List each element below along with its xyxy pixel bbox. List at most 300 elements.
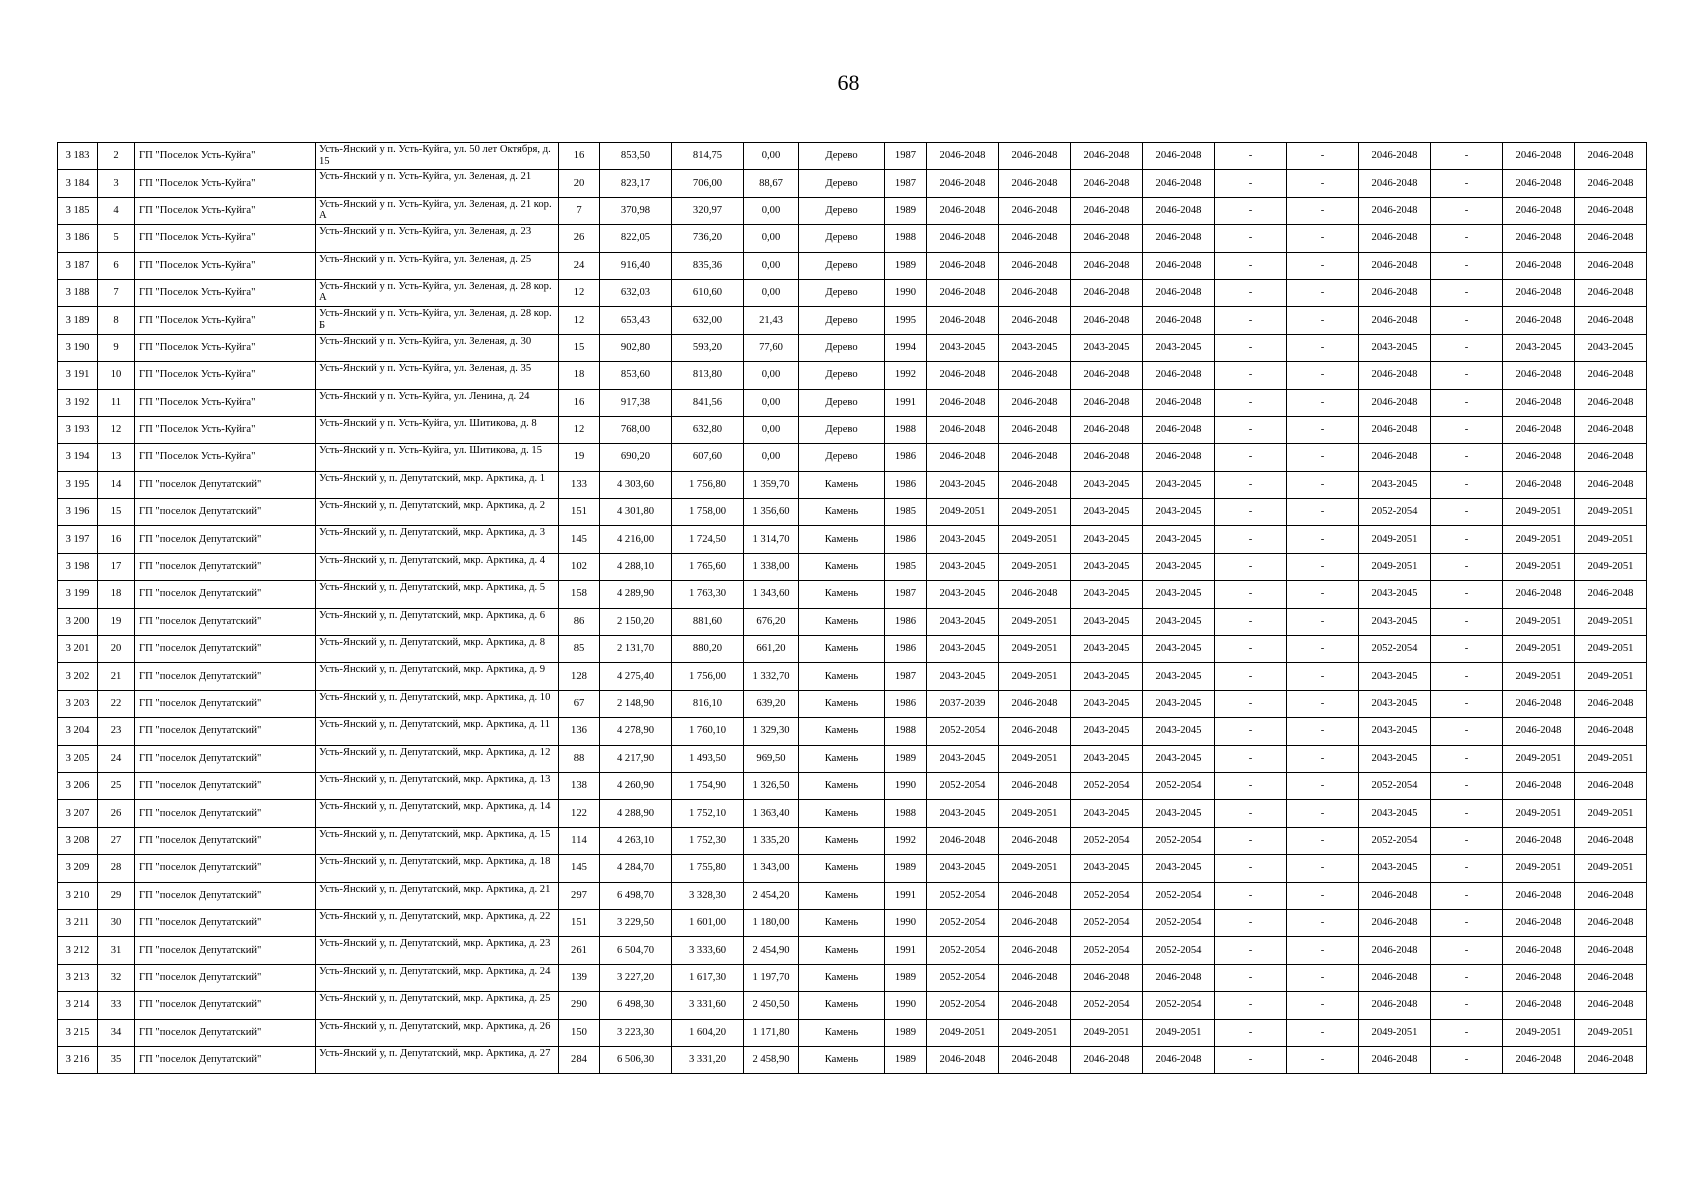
repair-period-5-cell: - bbox=[1215, 170, 1287, 197]
repair-period-7-cell: 2043-2045 bbox=[1359, 745, 1431, 772]
repair-period-10-cell: 2046-2048 bbox=[1575, 279, 1647, 306]
repair-period-3-cell: 2052-2054 bbox=[1071, 882, 1143, 909]
item-number-cell: 30 bbox=[98, 909, 135, 936]
wall-material-cell: Дерево bbox=[799, 143, 885, 170]
repair-period-8-cell: - bbox=[1431, 307, 1503, 334]
repair-period-10-cell: 2046-2048 bbox=[1575, 225, 1647, 252]
living-area-cell: 632,00 bbox=[672, 307, 744, 334]
repair-period-9-cell: 2046-2048 bbox=[1503, 170, 1575, 197]
repair-period-9-cell: 2046-2048 bbox=[1503, 279, 1575, 306]
table-row bbox=[58, 279, 1647, 306]
item-number-cell: 27 bbox=[98, 827, 135, 854]
residents-cell: 85 bbox=[559, 636, 600, 663]
residents-cell: 26 bbox=[559, 225, 600, 252]
table-row bbox=[58, 197, 1647, 224]
row-id-cell: 3 205 bbox=[58, 745, 98, 772]
non-residential-area-cell: 1 343,60 bbox=[744, 581, 799, 608]
row-id-cell: 3 189 bbox=[58, 307, 98, 334]
repair-period-8-cell: - bbox=[1431, 964, 1503, 991]
year-built-cell: 1989 bbox=[885, 964, 927, 991]
repair-period-8-cell: - bbox=[1431, 718, 1503, 745]
living-area-cell: 706,00 bbox=[672, 170, 744, 197]
repair-period-1-cell: 2046-2048 bbox=[927, 362, 999, 389]
repair-period-6-cell: - bbox=[1287, 444, 1359, 471]
total-area-cell: 690,20 bbox=[600, 444, 672, 471]
wall-material-cell: Камень bbox=[799, 581, 885, 608]
year-built-cell: 1989 bbox=[885, 1046, 927, 1073]
total-area-cell: 822,05 bbox=[600, 225, 672, 252]
repair-period-7-cell: 2043-2045 bbox=[1359, 608, 1431, 635]
item-number-cell: 32 bbox=[98, 964, 135, 991]
repair-period-9-cell: 2046-2048 bbox=[1503, 1046, 1575, 1073]
repair-period-10-cell: 2046-2048 bbox=[1575, 252, 1647, 279]
table-body bbox=[58, 143, 1647, 1074]
wall-material-cell: Дерево bbox=[799, 416, 885, 443]
repair-period-3-cell: 2052-2054 bbox=[1071, 827, 1143, 854]
settlement-cell: ГП "поселок Депутатский" bbox=[135, 553, 316, 580]
repair-period-6-cell: - bbox=[1287, 197, 1359, 224]
item-number-cell: 8 bbox=[98, 307, 135, 334]
settlement-cell: ГП "поселок Депутатский" bbox=[135, 992, 316, 1019]
repair-period-1-cell: 2043-2045 bbox=[927, 471, 999, 498]
non-residential-area-cell: 1 356,60 bbox=[744, 499, 799, 526]
repair-period-9-cell: 2049-2051 bbox=[1503, 636, 1575, 663]
repair-period-8-cell: - bbox=[1431, 170, 1503, 197]
total-area-cell: 3 223,30 bbox=[600, 1019, 672, 1046]
repair-period-1-cell: 2046-2048 bbox=[927, 143, 999, 170]
repair-period-3-cell: 2052-2054 bbox=[1071, 937, 1143, 964]
item-number-cell: 4 bbox=[98, 197, 135, 224]
repair-period-2-cell: 2049-2051 bbox=[999, 608, 1071, 635]
repair-period-2-cell: 2046-2048 bbox=[999, 772, 1071, 799]
repair-period-1-cell: 2043-2045 bbox=[927, 663, 999, 690]
repair-period-7-cell: 2043-2045 bbox=[1359, 581, 1431, 608]
repair-period-10-cell: 2049-2051 bbox=[1575, 636, 1647, 663]
repair-period-2-cell: 2046-2048 bbox=[999, 389, 1071, 416]
wall-material-cell: Камень bbox=[799, 937, 885, 964]
repair-period-8-cell: - bbox=[1431, 553, 1503, 580]
row-id-cell: 3 185 bbox=[58, 197, 98, 224]
repair-period-7-cell: 2049-2051 bbox=[1359, 526, 1431, 553]
repair-period-5-cell: - bbox=[1215, 143, 1287, 170]
repair-period-6-cell: - bbox=[1287, 471, 1359, 498]
repair-period-6-cell: - bbox=[1287, 553, 1359, 580]
non-residential-area-cell: 1 332,70 bbox=[744, 663, 799, 690]
repair-period-6-cell: - bbox=[1287, 636, 1359, 663]
repair-period-3-cell: 2043-2045 bbox=[1071, 553, 1143, 580]
residents-cell: 158 bbox=[559, 581, 600, 608]
repair-period-8-cell: - bbox=[1431, 855, 1503, 882]
item-number-cell: 15 bbox=[98, 499, 135, 526]
repair-period-5-cell: - bbox=[1215, 964, 1287, 991]
year-built-cell: 1992 bbox=[885, 362, 927, 389]
item-number-cell: 5 bbox=[98, 225, 135, 252]
repair-period-5-cell: - bbox=[1215, 882, 1287, 909]
wall-material-cell: Камень bbox=[799, 718, 885, 745]
total-area-cell: 853,50 bbox=[600, 143, 672, 170]
item-number-cell: 35 bbox=[98, 1046, 135, 1073]
repair-period-10-cell: 2046-2048 bbox=[1575, 389, 1647, 416]
repair-period-10-cell: 2046-2048 bbox=[1575, 307, 1647, 334]
repair-period-2-cell: 2046-2048 bbox=[999, 197, 1071, 224]
repair-period-9-cell: 2046-2048 bbox=[1503, 143, 1575, 170]
residents-cell: 122 bbox=[559, 800, 600, 827]
repair-period-4-cell: 2043-2045 bbox=[1143, 663, 1215, 690]
repair-period-5-cell: - bbox=[1215, 307, 1287, 334]
repair-period-9-cell: 2046-2048 bbox=[1503, 471, 1575, 498]
settlement-cell: ГП "поселок Депутатский" bbox=[135, 800, 316, 827]
repair-period-7-cell: 2046-2048 bbox=[1359, 909, 1431, 936]
year-built-cell: 1991 bbox=[885, 882, 927, 909]
repair-period-10-cell: 2049-2051 bbox=[1575, 855, 1647, 882]
address-cell: Усть-Янский у, п. Депутатский, мкр. Арктика, д. 25 bbox=[316, 992, 559, 1019]
settlement-cell: ГП "поселок Депутатский" bbox=[135, 499, 316, 526]
repair-period-4-cell: 2043-2045 bbox=[1143, 553, 1215, 580]
row-id-cell: 3 196 bbox=[58, 499, 98, 526]
living-area-cell: 736,20 bbox=[672, 225, 744, 252]
total-area-cell: 2 131,70 bbox=[600, 636, 672, 663]
address-cell: Усть-Янский у, п. Депутатский, мкр. Арктика, д. 26 bbox=[316, 1019, 559, 1046]
repair-period-2-cell: 2046-2048 bbox=[999, 937, 1071, 964]
row-id-cell: 3 184 bbox=[58, 170, 98, 197]
repair-period-7-cell: 2046-2048 bbox=[1359, 225, 1431, 252]
year-built-cell: 1989 bbox=[885, 197, 927, 224]
repair-period-4-cell: 2046-2048 bbox=[1143, 307, 1215, 334]
table-row bbox=[58, 444, 1647, 471]
address-cell: Усть-Янский у, п. Депутатский, мкр. Арктика, д. 1 bbox=[316, 471, 559, 498]
total-area-cell: 823,17 bbox=[600, 170, 672, 197]
repair-period-3-cell: 2043-2045 bbox=[1071, 471, 1143, 498]
wall-material-cell: Камень bbox=[799, 964, 885, 991]
repair-period-4-cell: 2043-2045 bbox=[1143, 471, 1215, 498]
row-id-cell: 3 206 bbox=[58, 772, 98, 799]
repair-period-2-cell: 2046-2048 bbox=[999, 718, 1071, 745]
repair-period-2-cell: 2046-2048 bbox=[999, 416, 1071, 443]
total-area-cell: 3 227,20 bbox=[600, 964, 672, 991]
repair-period-2-cell: 2046-2048 bbox=[999, 279, 1071, 306]
repair-period-10-cell: 2046-2048 bbox=[1575, 964, 1647, 991]
repair-period-8-cell: - bbox=[1431, 526, 1503, 553]
repair-period-4-cell: 2046-2048 bbox=[1143, 170, 1215, 197]
total-area-cell: 4 301,80 bbox=[600, 499, 672, 526]
repair-period-6-cell: - bbox=[1287, 499, 1359, 526]
wall-material-cell: Камень bbox=[799, 663, 885, 690]
row-id-cell: 3 203 bbox=[58, 690, 98, 717]
repair-period-8-cell: - bbox=[1431, 389, 1503, 416]
repair-period-1-cell: 2043-2045 bbox=[927, 526, 999, 553]
living-area-cell: 841,56 bbox=[672, 389, 744, 416]
total-area-cell: 4 216,00 bbox=[600, 526, 672, 553]
row-id-cell: 3 183 bbox=[58, 143, 98, 170]
year-built-cell: 1986 bbox=[885, 526, 927, 553]
repair-period-4-cell: 2043-2045 bbox=[1143, 745, 1215, 772]
repair-period-10-cell: 2046-2048 bbox=[1575, 992, 1647, 1019]
item-number-cell: 12 bbox=[98, 416, 135, 443]
wall-material-cell: Дерево bbox=[799, 197, 885, 224]
living-area-cell: 593,20 bbox=[672, 334, 744, 361]
table-row bbox=[58, 1019, 1647, 1046]
repair-period-8-cell: - bbox=[1431, 499, 1503, 526]
repair-period-2-cell: 2046-2048 bbox=[999, 143, 1071, 170]
settlement-cell: ГП "Поселок Усть-Куйга" bbox=[135, 416, 316, 443]
living-area-cell: 3 331,20 bbox=[672, 1046, 744, 1073]
wall-material-cell: Камень bbox=[799, 1019, 885, 1046]
address-cell: Усть-Янский у п. Усть-Куйга, ул. Зеленая, д. 35 bbox=[316, 362, 559, 389]
repair-period-1-cell: 2046-2048 bbox=[927, 279, 999, 306]
repair-period-10-cell: 2046-2048 bbox=[1575, 362, 1647, 389]
repair-period-5-cell: - bbox=[1215, 471, 1287, 498]
repair-period-10-cell: 2049-2051 bbox=[1575, 499, 1647, 526]
residents-cell: 290 bbox=[559, 992, 600, 1019]
non-residential-area-cell: 1 335,20 bbox=[744, 827, 799, 854]
residents-cell: 138 bbox=[559, 772, 600, 799]
residents-cell: 16 bbox=[559, 389, 600, 416]
repair-period-8-cell: - bbox=[1431, 252, 1503, 279]
total-area-cell: 917,38 bbox=[600, 389, 672, 416]
repair-period-2-cell: 2049-2051 bbox=[999, 800, 1071, 827]
address-cell: Усть-Янский у, п. Депутатский, мкр. Арктика, д. 27 bbox=[316, 1046, 559, 1073]
item-number-cell: 20 bbox=[98, 636, 135, 663]
year-built-cell: 1989 bbox=[885, 1019, 927, 1046]
settlement-cell: ГП "поселок Депутатский" bbox=[135, 1019, 316, 1046]
address-cell: Усть-Янский у, п. Депутатский, мкр. Арктика, д. 13 bbox=[316, 772, 559, 799]
repair-period-7-cell: 2052-2054 bbox=[1359, 827, 1431, 854]
non-residential-area-cell: 0,00 bbox=[744, 225, 799, 252]
settlement-cell: ГП "Поселок Усть-Куйга" bbox=[135, 225, 316, 252]
year-built-cell: 1988 bbox=[885, 800, 927, 827]
repair-period-3-cell: 2043-2045 bbox=[1071, 855, 1143, 882]
year-built-cell: 1991 bbox=[885, 937, 927, 964]
repair-period-8-cell: - bbox=[1431, 992, 1503, 1019]
residents-cell: 297 bbox=[559, 882, 600, 909]
repair-period-9-cell: 2049-2051 bbox=[1503, 855, 1575, 882]
item-number-cell: 24 bbox=[98, 745, 135, 772]
row-id-cell: 3 186 bbox=[58, 225, 98, 252]
wall-material-cell: Камень bbox=[799, 772, 885, 799]
repair-period-7-cell: 2052-2054 bbox=[1359, 772, 1431, 799]
year-built-cell: 1986 bbox=[885, 636, 927, 663]
year-built-cell: 1987 bbox=[885, 170, 927, 197]
settlement-cell: ГП "Поселок Усть-Куйга" bbox=[135, 252, 316, 279]
total-area-cell: 4 278,90 bbox=[600, 718, 672, 745]
repair-period-1-cell: 2046-2048 bbox=[927, 307, 999, 334]
address-cell: Усть-Янский у, п. Депутатский, мкр. Арктика, д. 15 bbox=[316, 827, 559, 854]
repair-period-2-cell: 2046-2048 bbox=[999, 170, 1071, 197]
residents-cell: 133 bbox=[559, 471, 600, 498]
repair-period-7-cell: 2046-2048 bbox=[1359, 882, 1431, 909]
repair-period-1-cell: 2046-2048 bbox=[927, 444, 999, 471]
table-row bbox=[58, 416, 1647, 443]
non-residential-area-cell: 1 171,80 bbox=[744, 1019, 799, 1046]
row-id-cell: 3 216 bbox=[58, 1046, 98, 1073]
repair-period-1-cell: 2043-2045 bbox=[927, 581, 999, 608]
total-area-cell: 4 263,10 bbox=[600, 827, 672, 854]
settlement-cell: ГП "поселок Депутатский" bbox=[135, 690, 316, 717]
non-residential-area-cell: 0,00 bbox=[744, 444, 799, 471]
repair-period-5-cell: - bbox=[1215, 225, 1287, 252]
table-row bbox=[58, 307, 1647, 334]
non-residential-area-cell: 2 454,20 bbox=[744, 882, 799, 909]
total-area-cell: 6 504,70 bbox=[600, 937, 672, 964]
repair-period-4-cell: 2043-2045 bbox=[1143, 334, 1215, 361]
repair-period-9-cell: 2046-2048 bbox=[1503, 964, 1575, 991]
non-residential-area-cell: 0,00 bbox=[744, 416, 799, 443]
wall-material-cell: Камень bbox=[799, 553, 885, 580]
total-area-cell: 370,98 bbox=[600, 197, 672, 224]
repair-period-2-cell: 2049-2051 bbox=[999, 499, 1071, 526]
repair-period-1-cell: 2046-2048 bbox=[927, 252, 999, 279]
repair-period-8-cell: - bbox=[1431, 279, 1503, 306]
row-id-cell: 3 204 bbox=[58, 718, 98, 745]
repair-period-4-cell: 2046-2048 bbox=[1143, 1046, 1215, 1073]
table-row bbox=[58, 499, 1647, 526]
total-area-cell: 2 150,20 bbox=[600, 608, 672, 635]
repair-period-5-cell: - bbox=[1215, 855, 1287, 882]
year-built-cell: 1988 bbox=[885, 416, 927, 443]
repair-period-6-cell: - bbox=[1287, 608, 1359, 635]
residents-cell: 151 bbox=[559, 909, 600, 936]
item-number-cell: 29 bbox=[98, 882, 135, 909]
year-built-cell: 1988 bbox=[885, 718, 927, 745]
repair-period-7-cell: 2043-2045 bbox=[1359, 718, 1431, 745]
repair-period-6-cell: - bbox=[1287, 170, 1359, 197]
wall-material-cell: Камень bbox=[799, 608, 885, 635]
settlement-cell: ГП "Поселок Усть-Куйга" bbox=[135, 362, 316, 389]
repair-period-10-cell: 2046-2048 bbox=[1575, 772, 1647, 799]
year-built-cell: 1990 bbox=[885, 772, 927, 799]
row-id-cell: 3 212 bbox=[58, 937, 98, 964]
row-id-cell: 3 194 bbox=[58, 444, 98, 471]
living-area-cell: 3 333,60 bbox=[672, 937, 744, 964]
repair-period-4-cell: 2046-2048 bbox=[1143, 143, 1215, 170]
row-id-cell: 3 200 bbox=[58, 608, 98, 635]
living-area-cell: 1 763,30 bbox=[672, 581, 744, 608]
table-row bbox=[58, 252, 1647, 279]
repair-period-1-cell: 2037-2039 bbox=[927, 690, 999, 717]
total-area-cell: 4 288,10 bbox=[600, 553, 672, 580]
repair-period-3-cell: 2043-2045 bbox=[1071, 690, 1143, 717]
residents-cell: 67 bbox=[559, 690, 600, 717]
repair-period-5-cell: - bbox=[1215, 279, 1287, 306]
repair-period-6-cell: - bbox=[1287, 937, 1359, 964]
total-area-cell: 6 506,30 bbox=[600, 1046, 672, 1073]
residents-cell: 12 bbox=[559, 307, 600, 334]
repair-period-8-cell: - bbox=[1431, 827, 1503, 854]
repair-period-9-cell: 2046-2048 bbox=[1503, 362, 1575, 389]
repair-period-8-cell: - bbox=[1431, 197, 1503, 224]
address-cell: Усть-Янский у п. Усть-Куйга, ул. Зеленая, д. 30 bbox=[316, 334, 559, 361]
year-built-cell: 1986 bbox=[885, 444, 927, 471]
repair-period-9-cell: 2046-2048 bbox=[1503, 416, 1575, 443]
repair-period-10-cell: 2049-2051 bbox=[1575, 1019, 1647, 1046]
repair-period-6-cell: - bbox=[1287, 718, 1359, 745]
non-residential-area-cell: 0,00 bbox=[744, 197, 799, 224]
repair-period-4-cell: 2043-2045 bbox=[1143, 690, 1215, 717]
address-cell: Усть-Янский у п. Усть-Куйга, ул. Зеленая, д. 28 кор. А bbox=[316, 279, 559, 306]
repair-period-3-cell: 2046-2048 bbox=[1071, 444, 1143, 471]
address-cell: Усть-Янский у, п. Депутатский, мкр. Арктика, д. 10 bbox=[316, 690, 559, 717]
settlement-cell: ГП "поселок Депутатский" bbox=[135, 526, 316, 553]
row-id-cell: 3 190 bbox=[58, 334, 98, 361]
repair-period-5-cell: - bbox=[1215, 252, 1287, 279]
repair-period-7-cell: 2046-2048 bbox=[1359, 170, 1431, 197]
repair-period-9-cell: 2046-2048 bbox=[1503, 581, 1575, 608]
repair-period-9-cell: 2046-2048 bbox=[1503, 992, 1575, 1019]
non-residential-area-cell: 0,00 bbox=[744, 279, 799, 306]
repair-period-1-cell: 2043-2045 bbox=[927, 608, 999, 635]
repair-period-6-cell: - bbox=[1287, 827, 1359, 854]
table-row bbox=[58, 636, 1647, 663]
non-residential-area-cell: 1 343,00 bbox=[744, 855, 799, 882]
repair-period-8-cell: - bbox=[1431, 471, 1503, 498]
non-residential-area-cell: 1 329,30 bbox=[744, 718, 799, 745]
repair-period-9-cell: 2046-2048 bbox=[1503, 444, 1575, 471]
wall-material-cell: Камень bbox=[799, 745, 885, 772]
repair-period-5-cell: - bbox=[1215, 663, 1287, 690]
table-row bbox=[58, 334, 1647, 361]
row-id-cell: 3 195 bbox=[58, 471, 98, 498]
repair-period-10-cell: 2046-2048 bbox=[1575, 882, 1647, 909]
living-area-cell: 610,60 bbox=[672, 279, 744, 306]
repair-period-4-cell: 2043-2045 bbox=[1143, 800, 1215, 827]
non-residential-area-cell: 2 458,90 bbox=[744, 1046, 799, 1073]
repair-period-4-cell: 2043-2045 bbox=[1143, 499, 1215, 526]
table-row bbox=[58, 690, 1647, 717]
repair-period-3-cell: 2046-2048 bbox=[1071, 362, 1143, 389]
repair-period-9-cell: 2046-2048 bbox=[1503, 197, 1575, 224]
item-number-cell: 3 bbox=[98, 170, 135, 197]
living-area-cell: 1 604,20 bbox=[672, 1019, 744, 1046]
repair-period-5-cell: - bbox=[1215, 581, 1287, 608]
table-row bbox=[58, 471, 1647, 498]
row-id-cell: 3 210 bbox=[58, 882, 98, 909]
item-number-cell: 11 bbox=[98, 389, 135, 416]
row-id-cell: 3 191 bbox=[58, 362, 98, 389]
item-number-cell: 22 bbox=[98, 690, 135, 717]
non-residential-area-cell: 77,60 bbox=[744, 334, 799, 361]
item-number-cell: 25 bbox=[98, 772, 135, 799]
non-residential-area-cell: 676,20 bbox=[744, 608, 799, 635]
table-row bbox=[58, 553, 1647, 580]
repair-period-5-cell: - bbox=[1215, 718, 1287, 745]
repair-period-10-cell: 2046-2048 bbox=[1575, 170, 1647, 197]
address-cell: Усть-Янский у п. Усть-Куйга, ул. 50 лет Октября, д. 15 bbox=[316, 143, 559, 170]
non-residential-area-cell: 0,00 bbox=[744, 389, 799, 416]
repair-period-6-cell: - bbox=[1287, 416, 1359, 443]
year-built-cell: 1985 bbox=[885, 553, 927, 580]
repair-period-6-cell: - bbox=[1287, 225, 1359, 252]
repair-period-7-cell: 2046-2048 bbox=[1359, 416, 1431, 443]
address-cell: Усть-Янский у п. Усть-Куйга, ул. Зеленая, д. 28 кор. Б bbox=[316, 307, 559, 334]
repair-period-3-cell: 2046-2048 bbox=[1071, 1046, 1143, 1073]
living-area-cell: 835,36 bbox=[672, 252, 744, 279]
table-row bbox=[58, 581, 1647, 608]
row-id-cell: 3 198 bbox=[58, 553, 98, 580]
table-row bbox=[58, 718, 1647, 745]
row-id-cell: 3 192 bbox=[58, 389, 98, 416]
wall-material-cell: Дерево bbox=[799, 444, 885, 471]
living-area-cell: 3 328,30 bbox=[672, 882, 744, 909]
repair-period-7-cell: 2046-2048 bbox=[1359, 1046, 1431, 1073]
row-id-cell: 3 197 bbox=[58, 526, 98, 553]
repair-period-4-cell: 2052-2054 bbox=[1143, 827, 1215, 854]
repair-period-3-cell: 2046-2048 bbox=[1071, 197, 1143, 224]
settlement-cell: ГП "Поселок Усть-Куйга" bbox=[135, 389, 316, 416]
housing-registry-table bbox=[57, 142, 1647, 1074]
repair-period-9-cell: 2046-2048 bbox=[1503, 882, 1575, 909]
repair-period-8-cell: - bbox=[1431, 143, 1503, 170]
repair-period-8-cell: - bbox=[1431, 362, 1503, 389]
